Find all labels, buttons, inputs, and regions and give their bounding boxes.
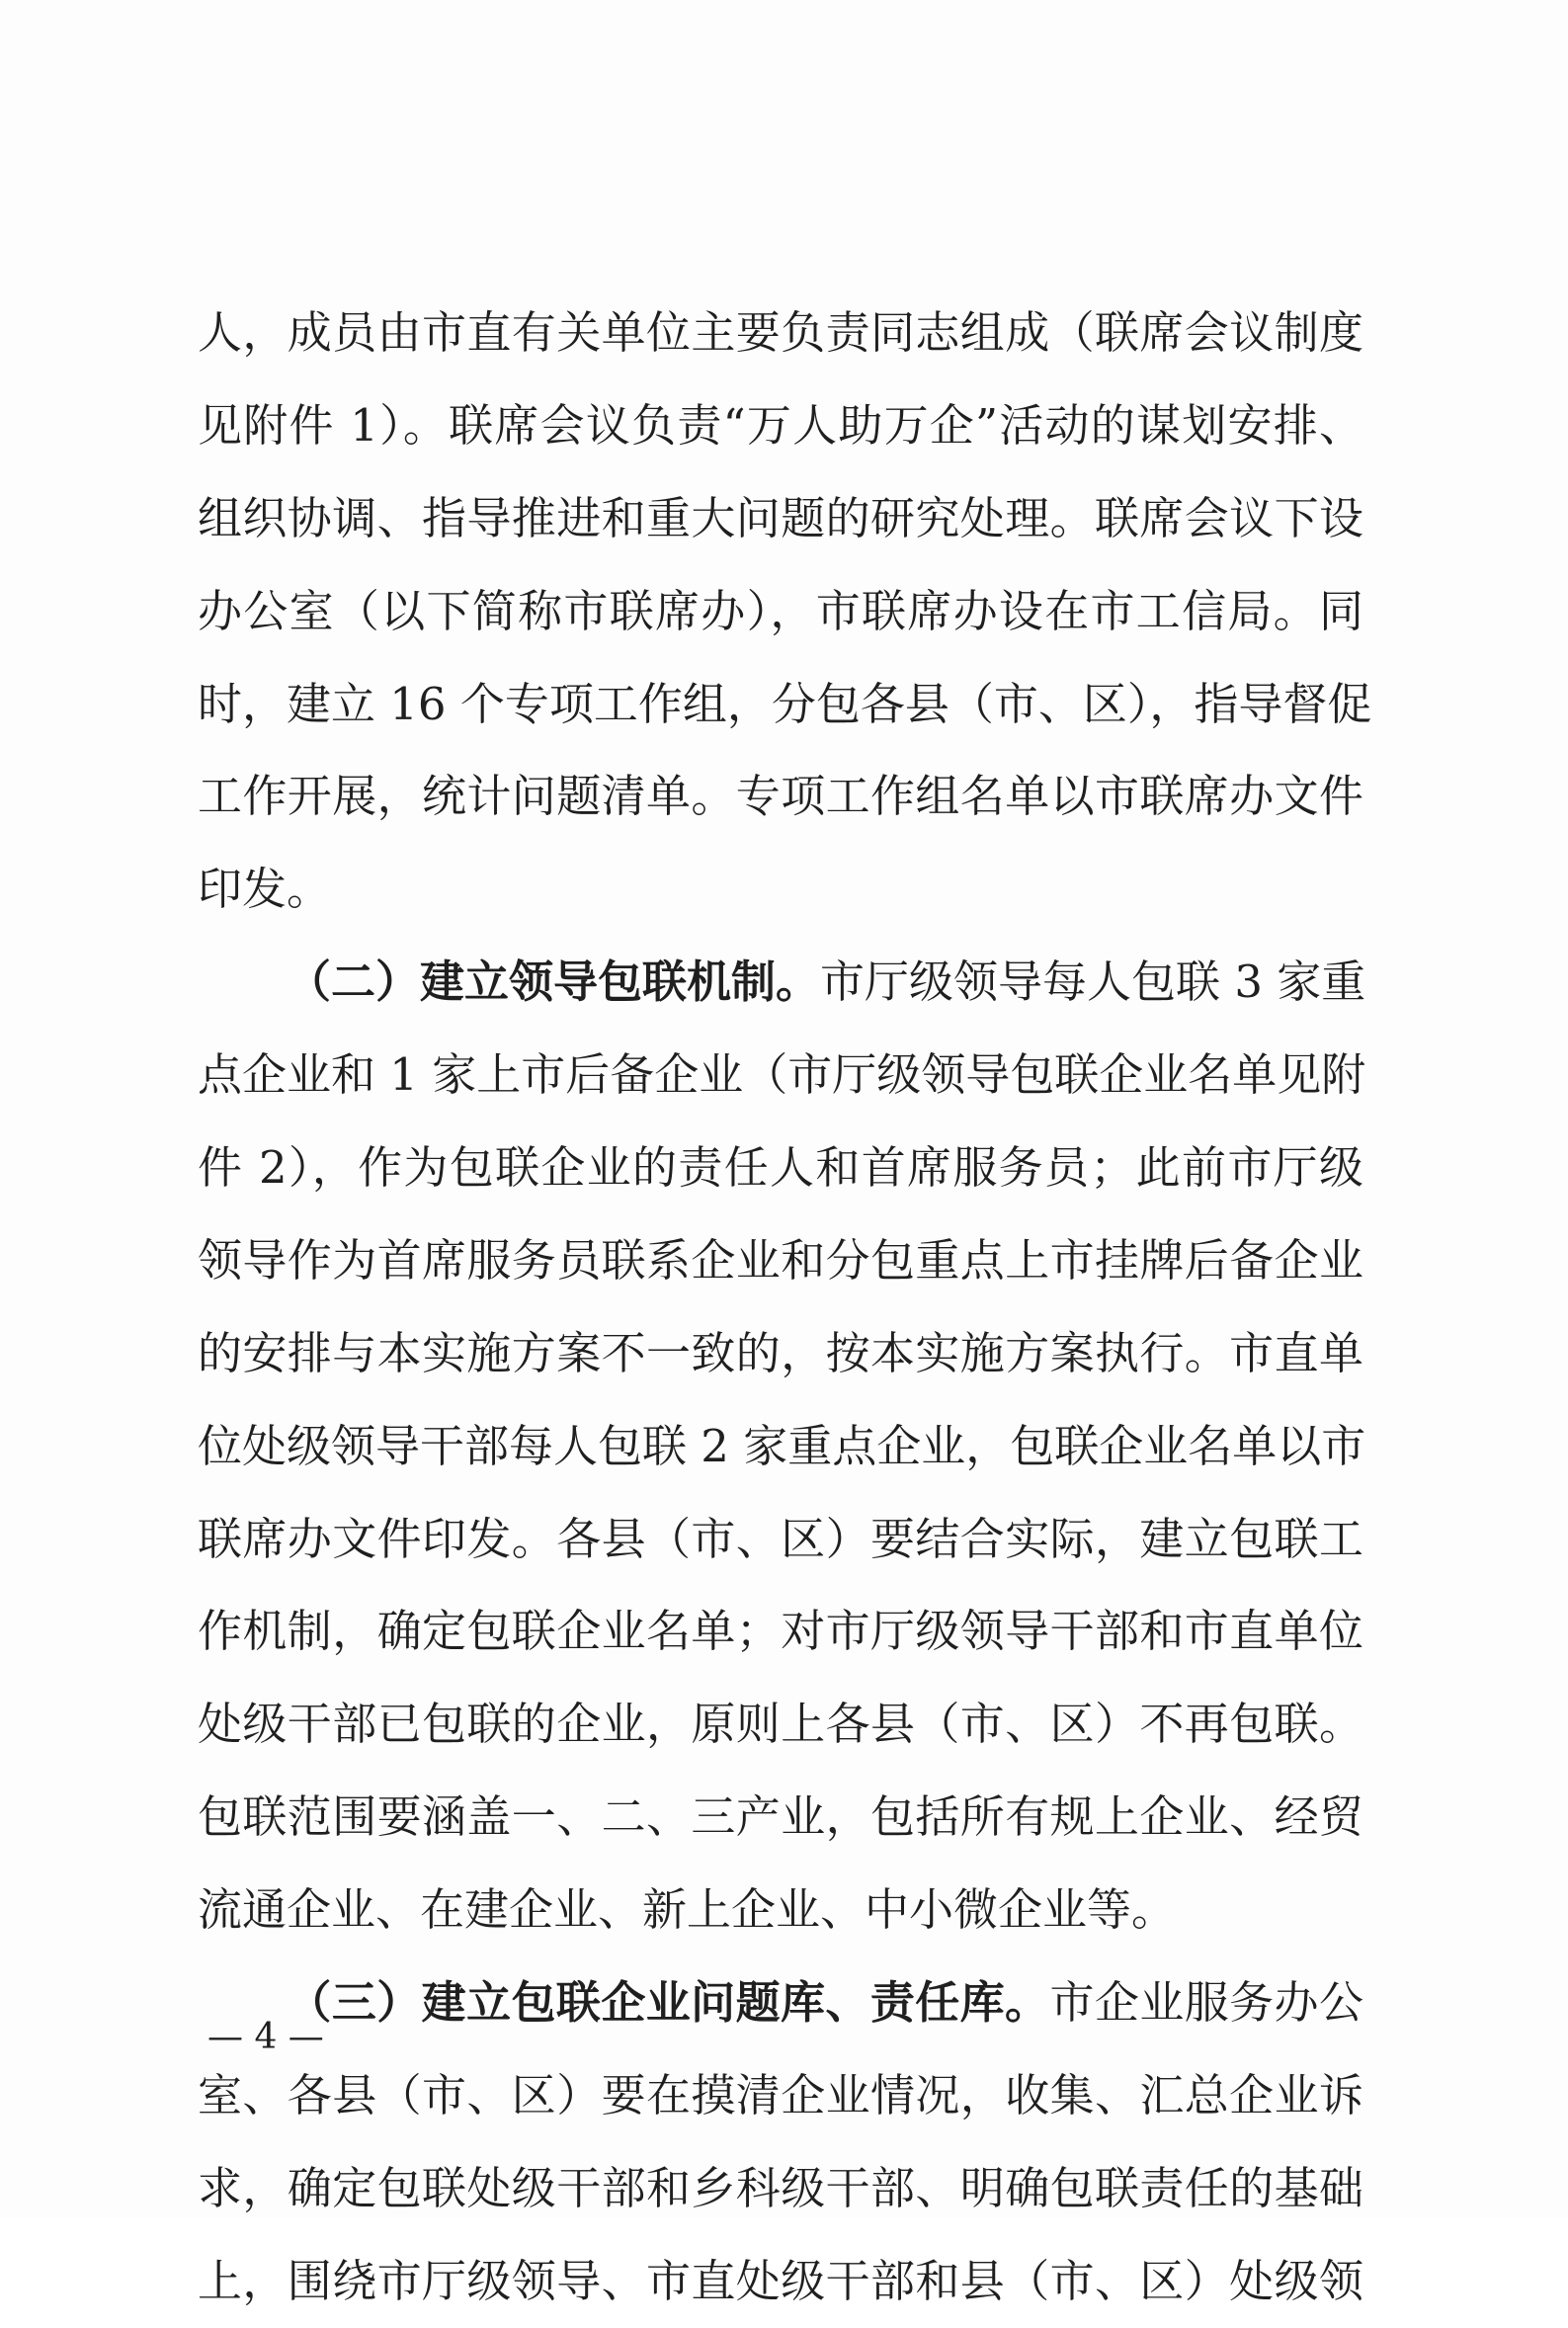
body-text: [198, 287, 1372, 2328]
paragraph-line: 人，成员由市直有关单位主要负责同志组成（联席会议制度: [198, 306, 1363, 359]
paragraph-line: 组织协调、指导推进和重大问题的研究处理。联席会议下设: [198, 491, 1363, 544]
paragraph-line: 室、各县（市、区）要在摸清企业情况，收集、汇总企业诉: [198, 2068, 1363, 2121]
paragraph-line: 时，建立 16 个专项工作组，分包各县（市、区），指导督促: [198, 677, 1372, 730]
paragraph-line: 求，确定包联处级干部和乡科级干部、明确包联责任的基础: [198, 2161, 1363, 2214]
section-heading: （二）建立领导包联机制。: [287, 956, 821, 1009]
page-number: — 4 —: [207, 2017, 324, 2057]
paragraph-line: 流通企业、在建企业、新上企业、中小微企业等。: [198, 1883, 1177, 1937]
paragraph-line: 上，围绕市厅级领导、市直处级干部和县（市、区）处级领: [198, 2254, 1363, 2307]
paragraph-line: 领导作为首席服务员联系企业和分包重点上市挂牌后备企业: [198, 1233, 1363, 1287]
paragraph-line: 工作开展，统计问题清单。专项工作组名单以市联席办文件: [198, 770, 1363, 823]
paragraph-text: 市企业服务办公: [1049, 1976, 1363, 2030]
paragraph-line: 联席办文件印发。各县（市、区）要结合实际，建立包联工: [198, 1512, 1363, 1565]
paragraph-line: 见附件 1）。联席会议负责“万人助万企”活动的谋划安排、: [198, 398, 1363, 452]
section-two-first-line: [198, 936, 1366, 1029]
section-heading: （三）建立包联企业问题库、责任库。: [287, 1976, 1050, 2030]
paragraph-line: 处级干部已包联的企业，原则上各县（市、区）不再包联。: [198, 1698, 1363, 1751]
paragraph-text: 市厅级领导每人包联 3 家重: [820, 956, 1366, 1009]
paragraph-line: 包联范围要涵盖一、二、三产业，包括所有规上企业、经贸: [198, 1790, 1363, 1844]
paragraph-line: 印发。: [198, 863, 332, 916]
paragraph-line: 的安排与本实施方案不一致的，按本实施方案执行。市直单: [198, 1326, 1363, 1379]
paragraph-line: 件 2），作为包联企业的责任人和首席服务员；此前市厅级: [198, 1141, 1363, 1195]
paragraph-line: 位处级领导干部每人包联 2 家重点企业，包联企业名单以市: [198, 1419, 1366, 1472]
section-three-first-line: [198, 1956, 1363, 2049]
paragraph-line: 点企业和 1 家上市后备企业（市厅级领导包联企业名单见附: [198, 1048, 1366, 1102]
paragraph-line: 办公室（以下简称市联席办），市联席办设在市工信局。同: [198, 584, 1363, 637]
paragraph-line: 作机制，确定包联企业名单；对市厅级领导干部和市直单位: [198, 1605, 1363, 1658]
